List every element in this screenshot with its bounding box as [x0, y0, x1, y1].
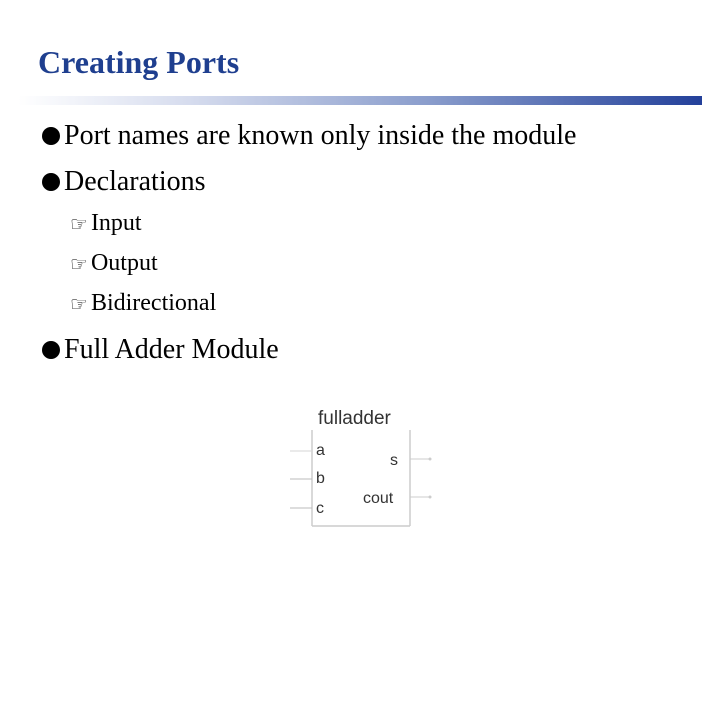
output-port-cout: cout [363, 490, 394, 507]
slide-title: Creating Ports [38, 44, 240, 80]
output-terminal-cout [429, 496, 432, 499]
bullet-text: Port names are known only inside the module [64, 120, 577, 151]
input-port-a: a [316, 442, 325, 459]
sub-bullet-text: Input [90, 210, 142, 236]
pointing-hand-icon: ☞ [70, 251, 88, 276]
pointing-hand-icon: ☞ [70, 211, 88, 236]
input-port-b: b [316, 470, 325, 487]
module-name-label: fulladder [318, 408, 391, 429]
output-terminal-s [429, 458, 432, 461]
sub-bullet-text: Bidirectional [90, 290, 217, 316]
output-port-s: s [390, 452, 398, 469]
bullet-text: Full Adder Module [64, 334, 279, 365]
bullet-text: Declarations [64, 166, 206, 197]
sub-bullet-text: Output [90, 250, 158, 276]
pointing-hand-icon: ☞ [70, 291, 88, 316]
input-port-c: c [316, 500, 324, 517]
